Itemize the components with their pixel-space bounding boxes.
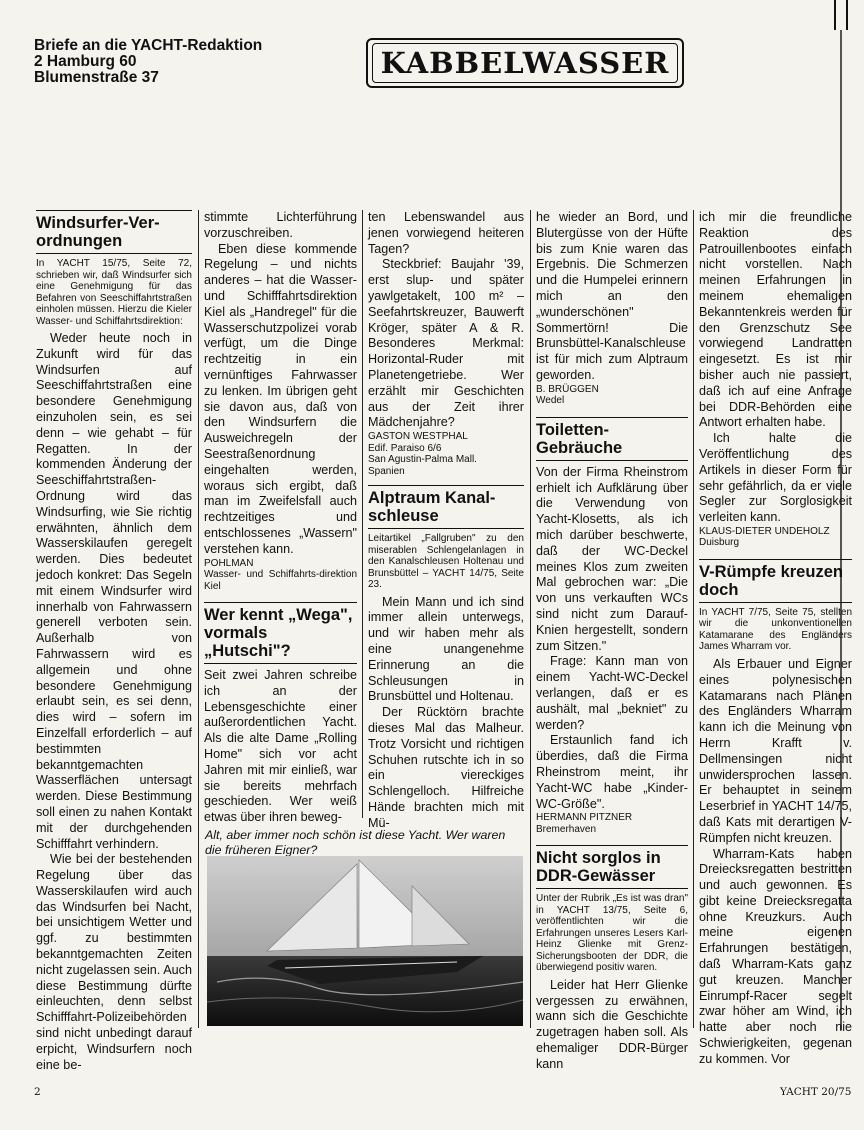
article-paragraph: Von der Firma Rheinstrom erhielt ich Aufklärung über die Verwendung von Yacht-Klosetts, als ich mich darüber beschwerte, daß der WC-Deckel meines Klos zum zweiten Mal gebrochen war: „Die von uns verkauften WCs sind nicht zum Darauf-Knien hergestellt, sondern zum Sitzen." bbox=[536, 464, 688, 653]
author-location: Edif. Paraiso 6/6 bbox=[368, 442, 442, 454]
address-line-1: Briefe an die YACHT-Redaktion bbox=[34, 37, 263, 54]
article-paragraph: Seit zwei Jahren schreibe ich an der Lebensgeschichte einer außerordentlichen Yacht. Als die alte Dame „Rolling Home" sich vor acht Jahren mit mir einließ, war sie bereits mehrfach geschieden. Wer weiß etwas über ihren beweg- bbox=[204, 668, 357, 825]
author-location: Wasser- und Schiffahrts-direktion Kiel bbox=[204, 569, 357, 592]
article-title-ddr: Nicht sorglos in DDR-Gewässer bbox=[536, 845, 688, 889]
article-lead: Unter der Rubrik „Es ist was dran" in YACHT 13/75, Seite 6, veröffentlichten wir die Erfahrungen unseres Lesers Karl-Heinz Glienke mit Grenz-Sicherungsbooten der DDR, die überwiegend positiv waren. bbox=[536, 893, 688, 974]
author-location: Bremerhaven bbox=[536, 823, 597, 835]
article-paragraph: ten Lebenswandel aus jenen vorwiegend heiteren Tagen? bbox=[368, 210, 524, 256]
article-title-toiletten: Toiletten-Gebräuche bbox=[536, 417, 688, 461]
article-paragraph: Mein Mann und ich sind immer allein unterwegs, und wir haben mehr als eine unangenehme Erinnerung an die Schleusungen in Brunsbüttel und Holtenau. bbox=[368, 594, 524, 704]
article-title-wega: Wer kennt „Wega", vormals „Hutschi"? bbox=[204, 602, 357, 664]
address-line-2: 2 Hamburg 60 bbox=[34, 53, 137, 70]
article-paragraph: Wharram-Kats haben Dreiecksregatten bestritten und auch gewonnen. Es gibt keine Dreiecksregatta ohne Kreuzkurs. Auch meine eigenen Erfahrungen bestätigen, daß Wharram-Kats ganz gut kreuzen. Mancher Einrumpf-Racer segelt zwar höher am Wind, ich hatte aber noch nie Schwierigkeiten, gegenan zu kommen. Vor bbox=[699, 846, 852, 1066]
issue-label: YACHT 20/75 bbox=[780, 1086, 852, 1098]
author-signature: GASTON WESTPHAL bbox=[368, 431, 468, 443]
article-paragraph: Ich halte die Veröffentlichung des Artikels in dieser Form für sehr gefährlich, da er viele Segler zur Sorglosigkeit verleiten kann. bbox=[699, 431, 852, 525]
column-5 bbox=[699, 210, 852, 1068]
article-lead: Leitartikel „Fallgruben" zu den miserablen Schlengelanlagen in den Kanalschleusen Holtenau und Brunsbüttel – YACHT 14/75, Seite 23. bbox=[368, 533, 524, 591]
page-number: 2 bbox=[34, 1086, 41, 1098]
column-3 bbox=[368, 210, 524, 832]
column-1 bbox=[36, 210, 192, 1073]
editorial-address bbox=[34, 38, 262, 86]
page-edge-mark bbox=[834, 0, 836, 30]
article-lead: In YACHT 15/75, Seite 72, schrieben wir, daß Windsurfer sich eine Genehmigung für das Befahren von Seeschiffahrtstraßen einholen müssen. Hierzu die Kieler Wasser- und Schiffahrtsdirektion: bbox=[36, 258, 192, 327]
author-location: Spanien bbox=[368, 465, 405, 477]
article-title-windsurfer: Windsurfer-Ver-ordnungen bbox=[36, 210, 192, 254]
article-paragraph: Als Erbauer und Eigner eines polynesischen Katamarans nach Plänen des Engländers Wharram kann ich die Meinung von Herrn Krafft v. Dellmensingen nicht unwidersprochen lassen. Er behauptet in seinem Leserbrief in YACHT 14/75, daß Kats mit derartigen V-Rümpfen nicht kreuzen. bbox=[699, 656, 852, 845]
article-paragraph: Weder heute noch in Zukunft wird für das Windsurfen auf Seeschiffahrtstraßen eine besondere Genehmigung einzuholen sein, es sei denn – wie gehabt – für Regatten. In der kommenden Änderung der Seeschiffahrtstraßen-Ordnung wird das Windsurfing, wie Sie richtig erwähnten, ähnlich dem Wasserskilaufen geregelt werden. Dies bedeutet jedoch konkret: Das Segeln mit einem Windsurfer wird innerhalb von Fahrwassern generell verboten sein. Außerhalb von Fahrwassern wird es allgemein und ohne besondere Genehmigung erlaubt sein, es sei denn, dies wird – sofern im Einzelfall erforderlich – auf bestimmten bekanntgemachten Wasserflächen untersagt werden. Diese Bestimmung soll einen zu nahen Kontakt mit der durchgehenden Schifffahrt verhindern. bbox=[36, 331, 192, 851]
article-paragraph: Frage: Kann man von einem Yacht-WC-Deckel verlangen, daß er es aushält, mal „bekniet" zu werden? bbox=[536, 654, 688, 732]
article-lead: In YACHT 7/75, Seite 75, stellten wir die unkonventionellen Katamarane des Engländers James Wharram vor. bbox=[699, 606, 852, 653]
article-paragraph: Steckbrief: Baujahr '39, erst slup- und später yawlgetakelt, 100 m² – Seefahrtskreuzer, Bauwerft Kröger, später A & R. Besonderes Merkmal: Horizontal-Ruder mit Planetengetriebe. Wer erzählt mir Geschichten aus der Zeit ihrer Mädchenjahre? bbox=[368, 257, 524, 430]
section-logo-text: KABBELWASSER bbox=[372, 43, 679, 83]
article-paragraph: he wieder an Bord, und Blutergüsse von der Hüfte bis zum Knie waren das Ergebnis. Die Schmerzen und die Humpelei erinnern mich an den „wunderschönen" Sommertörn! Die Brunsbüttel-Kanalschleuse ist für mich zum Alptraum geworden. bbox=[536, 210, 688, 382]
author-signature: HERMANN PITZNER bbox=[536, 812, 633, 824]
column-rule bbox=[530, 210, 531, 1028]
article-paragraph: Leider hat Herr Glienke vergessen zu erwähnen, wann sich die Geschichte zugetragen haben soll. Als ehemaliger DDR-Bürger kann bbox=[536, 977, 688, 1071]
author-signature: KLAUS-DIETER UNDEHOLZ bbox=[699, 525, 830, 537]
column-4 bbox=[536, 210, 688, 1073]
author-signature: POHLMAN bbox=[204, 557, 254, 569]
article-title-vrumpfe: V-Rümpfe kreuzen doch bbox=[699, 559, 852, 603]
article-paragraph: Eben diese kommende Regelung – und nichts anderes – hat die Wasser- und Schifffahrtsdirektion Kiel als „Handregel" für die Wasserschutzpolizei vorab verfügt, um die Dinge rechtzeitig in ein vernünftiges Fahrwasser zu lenken. Im übrigen geht sie davon aus, daß von den Windsurfern die Ausweichregeln der Seestraßenordnung eingehalten werden, woraus sich ergibt, daß man im Zweifelsfall auch rechtzeitiges und entschlossenes „Wassern" verstehen kann. bbox=[204, 241, 357, 556]
column-rule bbox=[198, 210, 199, 1028]
column-rule bbox=[693, 210, 694, 1028]
page-edge-mark bbox=[846, 0, 848, 30]
photo-caption: Alt, aber immer noch schön ist diese Yacht. Wer waren die früheren Eigner? bbox=[205, 828, 506, 857]
article-paragraph: Wie bei der bestehenden Regelung über das Wasserskilaufen wird auch das Windsurfen bei Nacht, bei unsichtigem Wetter und ggf. zu bestimmten bekanntgemachten Zeiten nicht zugelassen sein. Auch diese Bestimmung dürfte einleuchten, denn selbst Schifffahrt-Polizeibehörden sind nicht unbedingt darauf erpicht, Windsurfern noch eine be- bbox=[36, 852, 192, 1072]
author-location: Wedel bbox=[536, 395, 565, 407]
address-line-3: Blumenstraße 37 bbox=[34, 69, 159, 86]
column-2 bbox=[204, 210, 357, 826]
author-location: San Agustin-Palma Mall. bbox=[368, 454, 477, 466]
sailing-yacht-image bbox=[207, 856, 523, 1026]
article-title-alptraum: Alptraum Kanal-schleuse bbox=[368, 485, 524, 529]
article-paragraph: Erstaunlich fand ich überdies, daß die Firma Rheinstrom meint, ihr Yacht-WC habe „Kinder-WC-Größe". bbox=[536, 733, 688, 811]
yacht-photo bbox=[207, 856, 523, 1026]
author-signature: B. BRÜGGEN bbox=[536, 383, 599, 395]
article-paragraph: ich mir die freundliche Reaktion des Patrouillenbootes einfach nicht vorstellen. Nach meinen Erfahrungen in meinem ehemaligen Bekanntenkreis werden für den Grenzschutz See vorwiegend Landratten eingesetzt. Es ist mir bisher auch nie passiert, daß ich auf eine Anfrage bei DDR-Behörden eine Antwort erhalten habe. bbox=[699, 210, 852, 430]
article-paragraph: stimmte Lichterführung vorzuschreiben. bbox=[204, 210, 357, 240]
author-location: Duisburg bbox=[699, 537, 740, 549]
column-rule bbox=[362, 210, 363, 818]
section-logo bbox=[366, 38, 684, 88]
article-paragraph: Der Rücktörn brachte dieses Mal das Malheur. Trotz Vorsicht und richtigen Schuhen rutschte ich in so ein viereckiges Schlengelloch. Hilfreiche Hände brachten mich mit Mü- bbox=[368, 705, 524, 830]
